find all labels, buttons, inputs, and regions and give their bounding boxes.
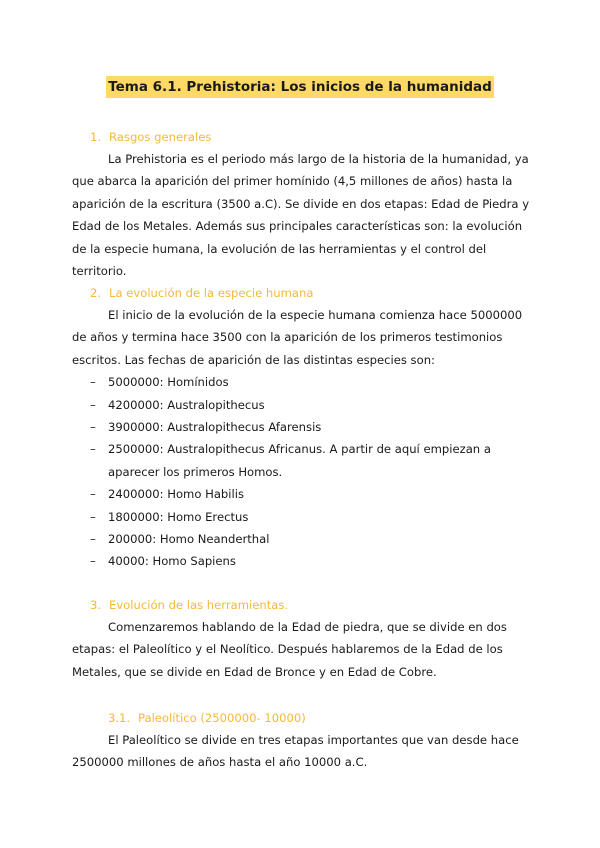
section-heading-text: Evolución de las herramientas. bbox=[109, 598, 289, 612]
section-number: 2. bbox=[90, 286, 102, 300]
dash-bullet: – bbox=[90, 509, 96, 524]
dash-bullet: – bbox=[90, 420, 96, 435]
paragraph-text: Comenzaremos hablando de la Edad de piedra, que se divide en dos etapas: el Paleolítico y el Neolítico. Después hablaremos de la Edad de los Metales, que se divide en Edad de Bronce y en Edad de Cobre. bbox=[72, 620, 507, 679]
section-number: 1. bbox=[90, 130, 102, 144]
list-item-text: 200000: Homo Neanderthal bbox=[108, 532, 270, 547]
section-heading-text: Rasgos generales bbox=[109, 130, 212, 144]
section-paragraph bbox=[72, 304, 532, 371]
list-item bbox=[72, 483, 532, 505]
section-heading bbox=[90, 126, 532, 148]
subsection-number: 3.1. bbox=[108, 711, 131, 725]
dash-bullet: – bbox=[90, 532, 96, 547]
dash-bullet: – bbox=[90, 397, 96, 412]
list-item-text: 2400000: Homo Habilis bbox=[108, 487, 244, 502]
dash-bullet: – bbox=[90, 442, 96, 457]
list-item bbox=[72, 438, 532, 483]
section-paragraph bbox=[72, 616, 532, 683]
dash-bullet: – bbox=[90, 375, 96, 390]
list-item-text: 1800000: Homo Erectus bbox=[108, 509, 249, 524]
list-item bbox=[72, 506, 532, 528]
section-paleolitico bbox=[72, 707, 532, 774]
list-item-text: 5000000: Homínidos bbox=[108, 375, 229, 390]
list-item bbox=[72, 416, 532, 438]
section-paragraph bbox=[72, 148, 532, 282]
section-evolucion-especie bbox=[72, 282, 532, 573]
section-number: 3. bbox=[90, 598, 102, 612]
list-item-text: 2500000: Australopithecus Africanus. A partir de aquí empiezan a aparecer los primeros Homos. bbox=[108, 442, 491, 479]
list-item bbox=[72, 394, 532, 416]
species-list bbox=[72, 371, 532, 573]
subsection-heading bbox=[108, 707, 532, 729]
section-heading-text: La evolución de la especie humana bbox=[109, 286, 314, 300]
page-title: Tema 6.1. Prehistoria: Los inicios de la humanidad bbox=[106, 76, 494, 98]
section-heading bbox=[90, 282, 532, 304]
dash-bullet: – bbox=[90, 487, 96, 502]
subsection-heading-text: Paleolítico (2500000- 10000) bbox=[138, 711, 306, 725]
paragraph-text: El Paleolítico se divide en tres etapas importantes que van desde hace 2500000 millones de años hasta el año 10000 a.C. bbox=[72, 733, 519, 770]
list-item-text: 40000: Homo Sapiens bbox=[108, 554, 236, 569]
section-evolucion-herramientas bbox=[72, 594, 532, 683]
paragraph-text: El inicio de la evolución de la especie humana comienza hace 5000000 de años y termina hace 3500 con la aparición de los primeros testimonios escritos. Las fechas de aparición de las distintas especies son: bbox=[72, 308, 523, 367]
paragraph-text: La Prehistoria es el periodo más largo de la historia de la humanidad, ya que abarca la aparición del primer homínido (4,5 millones de años) hasta la aparición de la escritura (3500 a.C). Se divide en dos etapas: Edad de Piedra y Edad de los Metales. Además sus principales características son: la evolución de la especie humana, la evolución de las herramientas y el control del territorio. bbox=[72, 152, 530, 279]
list-item bbox=[72, 371, 532, 393]
section-paragraph bbox=[72, 729, 532, 774]
list-item-text: 4200000: Australopithecus bbox=[108, 397, 265, 412]
title-wrapper bbox=[0, 76, 600, 98]
list-item-text: 3900000: Australopithecus Afarensis bbox=[108, 420, 322, 435]
list-item bbox=[72, 528, 532, 550]
list-item bbox=[72, 550, 532, 572]
section-rasgos-generales bbox=[72, 126, 532, 282]
section-heading bbox=[90, 594, 532, 616]
dash-bullet: – bbox=[90, 554, 96, 569]
